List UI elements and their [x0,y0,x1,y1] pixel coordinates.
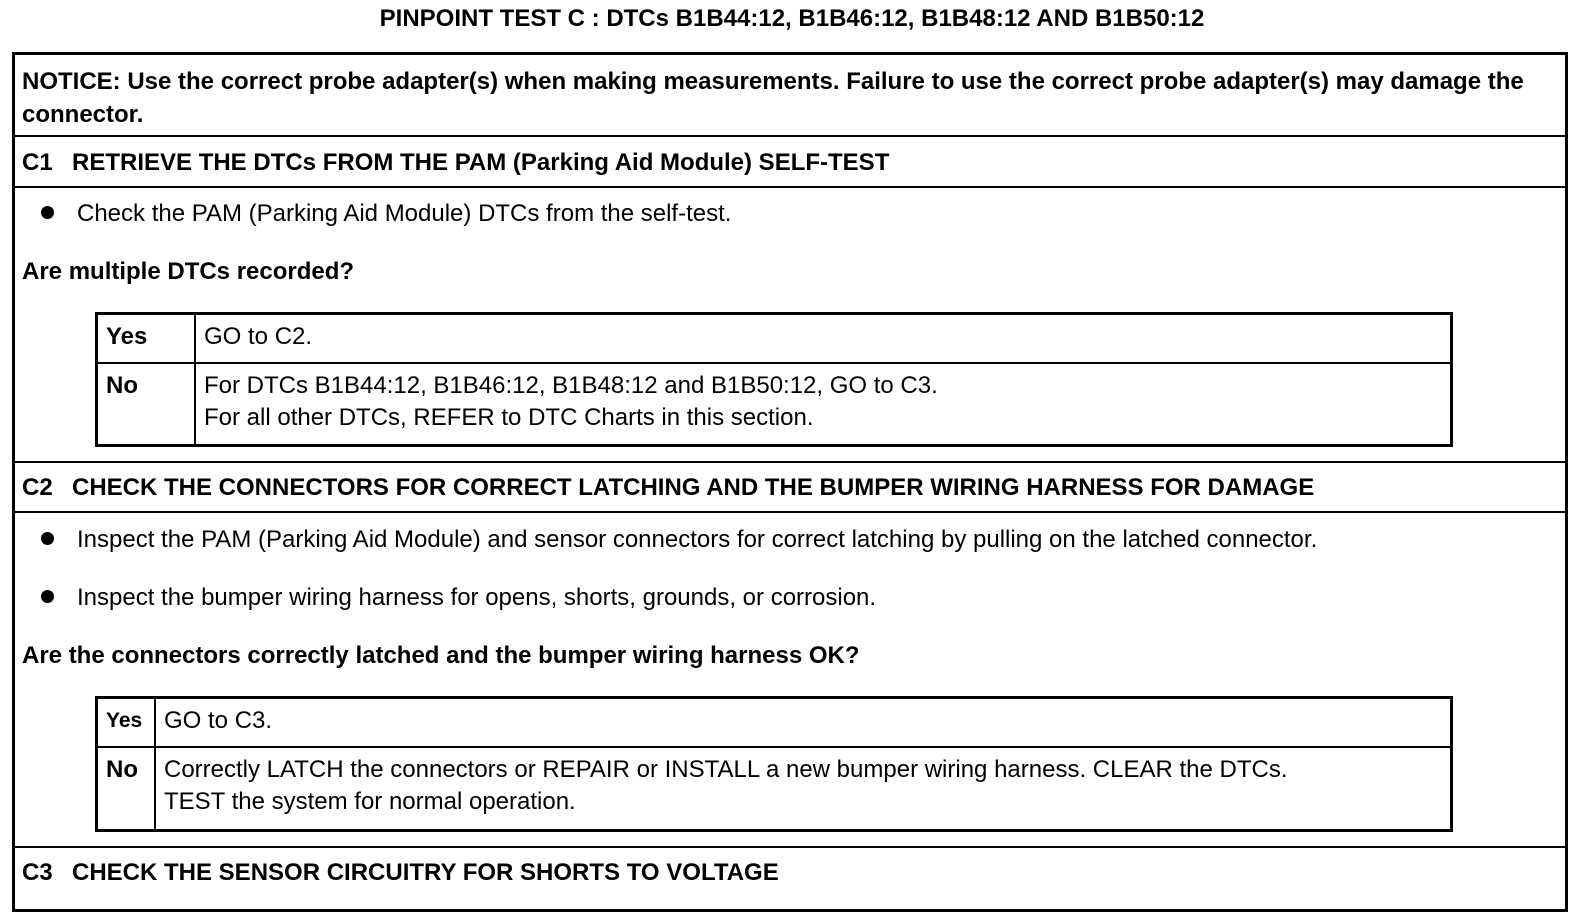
step-c2-heading [22,473,1314,503]
yes-action: GO to C3. [155,698,1452,747]
answer-row-yes [97,314,1452,363]
no-action-line-2: TEST the system for normal operation. [164,787,576,815]
step-c2-bullet-2 [41,583,876,613]
answer-row-no [97,363,1452,446]
step-number: C3 [22,859,53,886]
step-title: CHECK THE CONNECTORS FOR CORRECT LATCHING AND THE BUMPER WIRING HARNESS FOR DAMAGE [72,474,1315,501]
divider [15,186,1565,188]
yes-action: GO to C2. [195,314,1452,363]
bullet-text: Check the PAM (Parking Aid Module) DTCs from the self-test. [77,200,732,227]
no-label: No [97,363,196,446]
step-c2-question: Are the connectors correctly latched and the bumper wiring harness OK? [22,642,860,669]
bullet-icon [41,590,54,603]
bullet-icon [41,206,54,219]
step-c1-answer-table [95,312,1453,447]
no-label: No [97,747,156,831]
answer-row-yes [97,698,1452,747]
step-title: CHECK THE SENSOR CIRCUITRY FOR SHORTS TO VOLTAGE [72,859,779,886]
no-action-line-2: For all other DTCs, REFER to DTC Charts in this section. [204,403,814,431]
step-c3-heading [22,858,779,888]
bullet-text: Inspect the bumper wiring harness for opens, shorts, grounds, or corrosion. [77,584,877,611]
step-c2-answer-table [95,696,1453,832]
no-action [155,747,1452,831]
answer-row-no [97,747,1452,831]
bullet-text: Inspect the PAM (Parking Aid Module) and sensor connectors for correct latching by pulling on the latched connector. [77,526,1318,553]
divider [15,135,1565,137]
divider [15,461,1565,463]
yes-label: Yes [97,314,196,363]
pinpoint-test-table [12,52,1568,912]
no-action-line-1: For DTCs B1B44:12, B1B46:12, B1B48:12 and B1B50:12, GO to C3. [204,371,938,399]
divider [15,511,1565,513]
no-action [195,363,1452,446]
page-title: PINPOINT TEST C : DTCs B1B44:12, B1B46:12, B1B48:12 AND B1B50:12 [379,5,1205,32]
bullet-icon [41,532,54,545]
divider [15,846,1565,848]
step-number: C1 [22,149,53,176]
step-c2-bullet-1 [41,525,1317,555]
step-title: RETRIEVE THE DTCs FROM THE PAM (Parking Aid Module) SELF-TEST [72,149,890,176]
step-c1-heading [22,148,889,178]
no-action-line-1: Correctly LATCH the connectors or REPAIR or INSTALL a new bumper wiring harness. CLEAR the DTCs. [164,755,1288,783]
step-c1-question: Are multiple DTCs recorded? [22,258,355,285]
notice-text: NOTICE: Use the correct probe adapter(s) when making measurements. Failure to use the correct probe adapter(s) may damage the connector. [22,68,1524,128]
step-c1-bullet [41,199,731,229]
yes-label: Yes [97,698,156,747]
step-number: C2 [22,474,53,501]
